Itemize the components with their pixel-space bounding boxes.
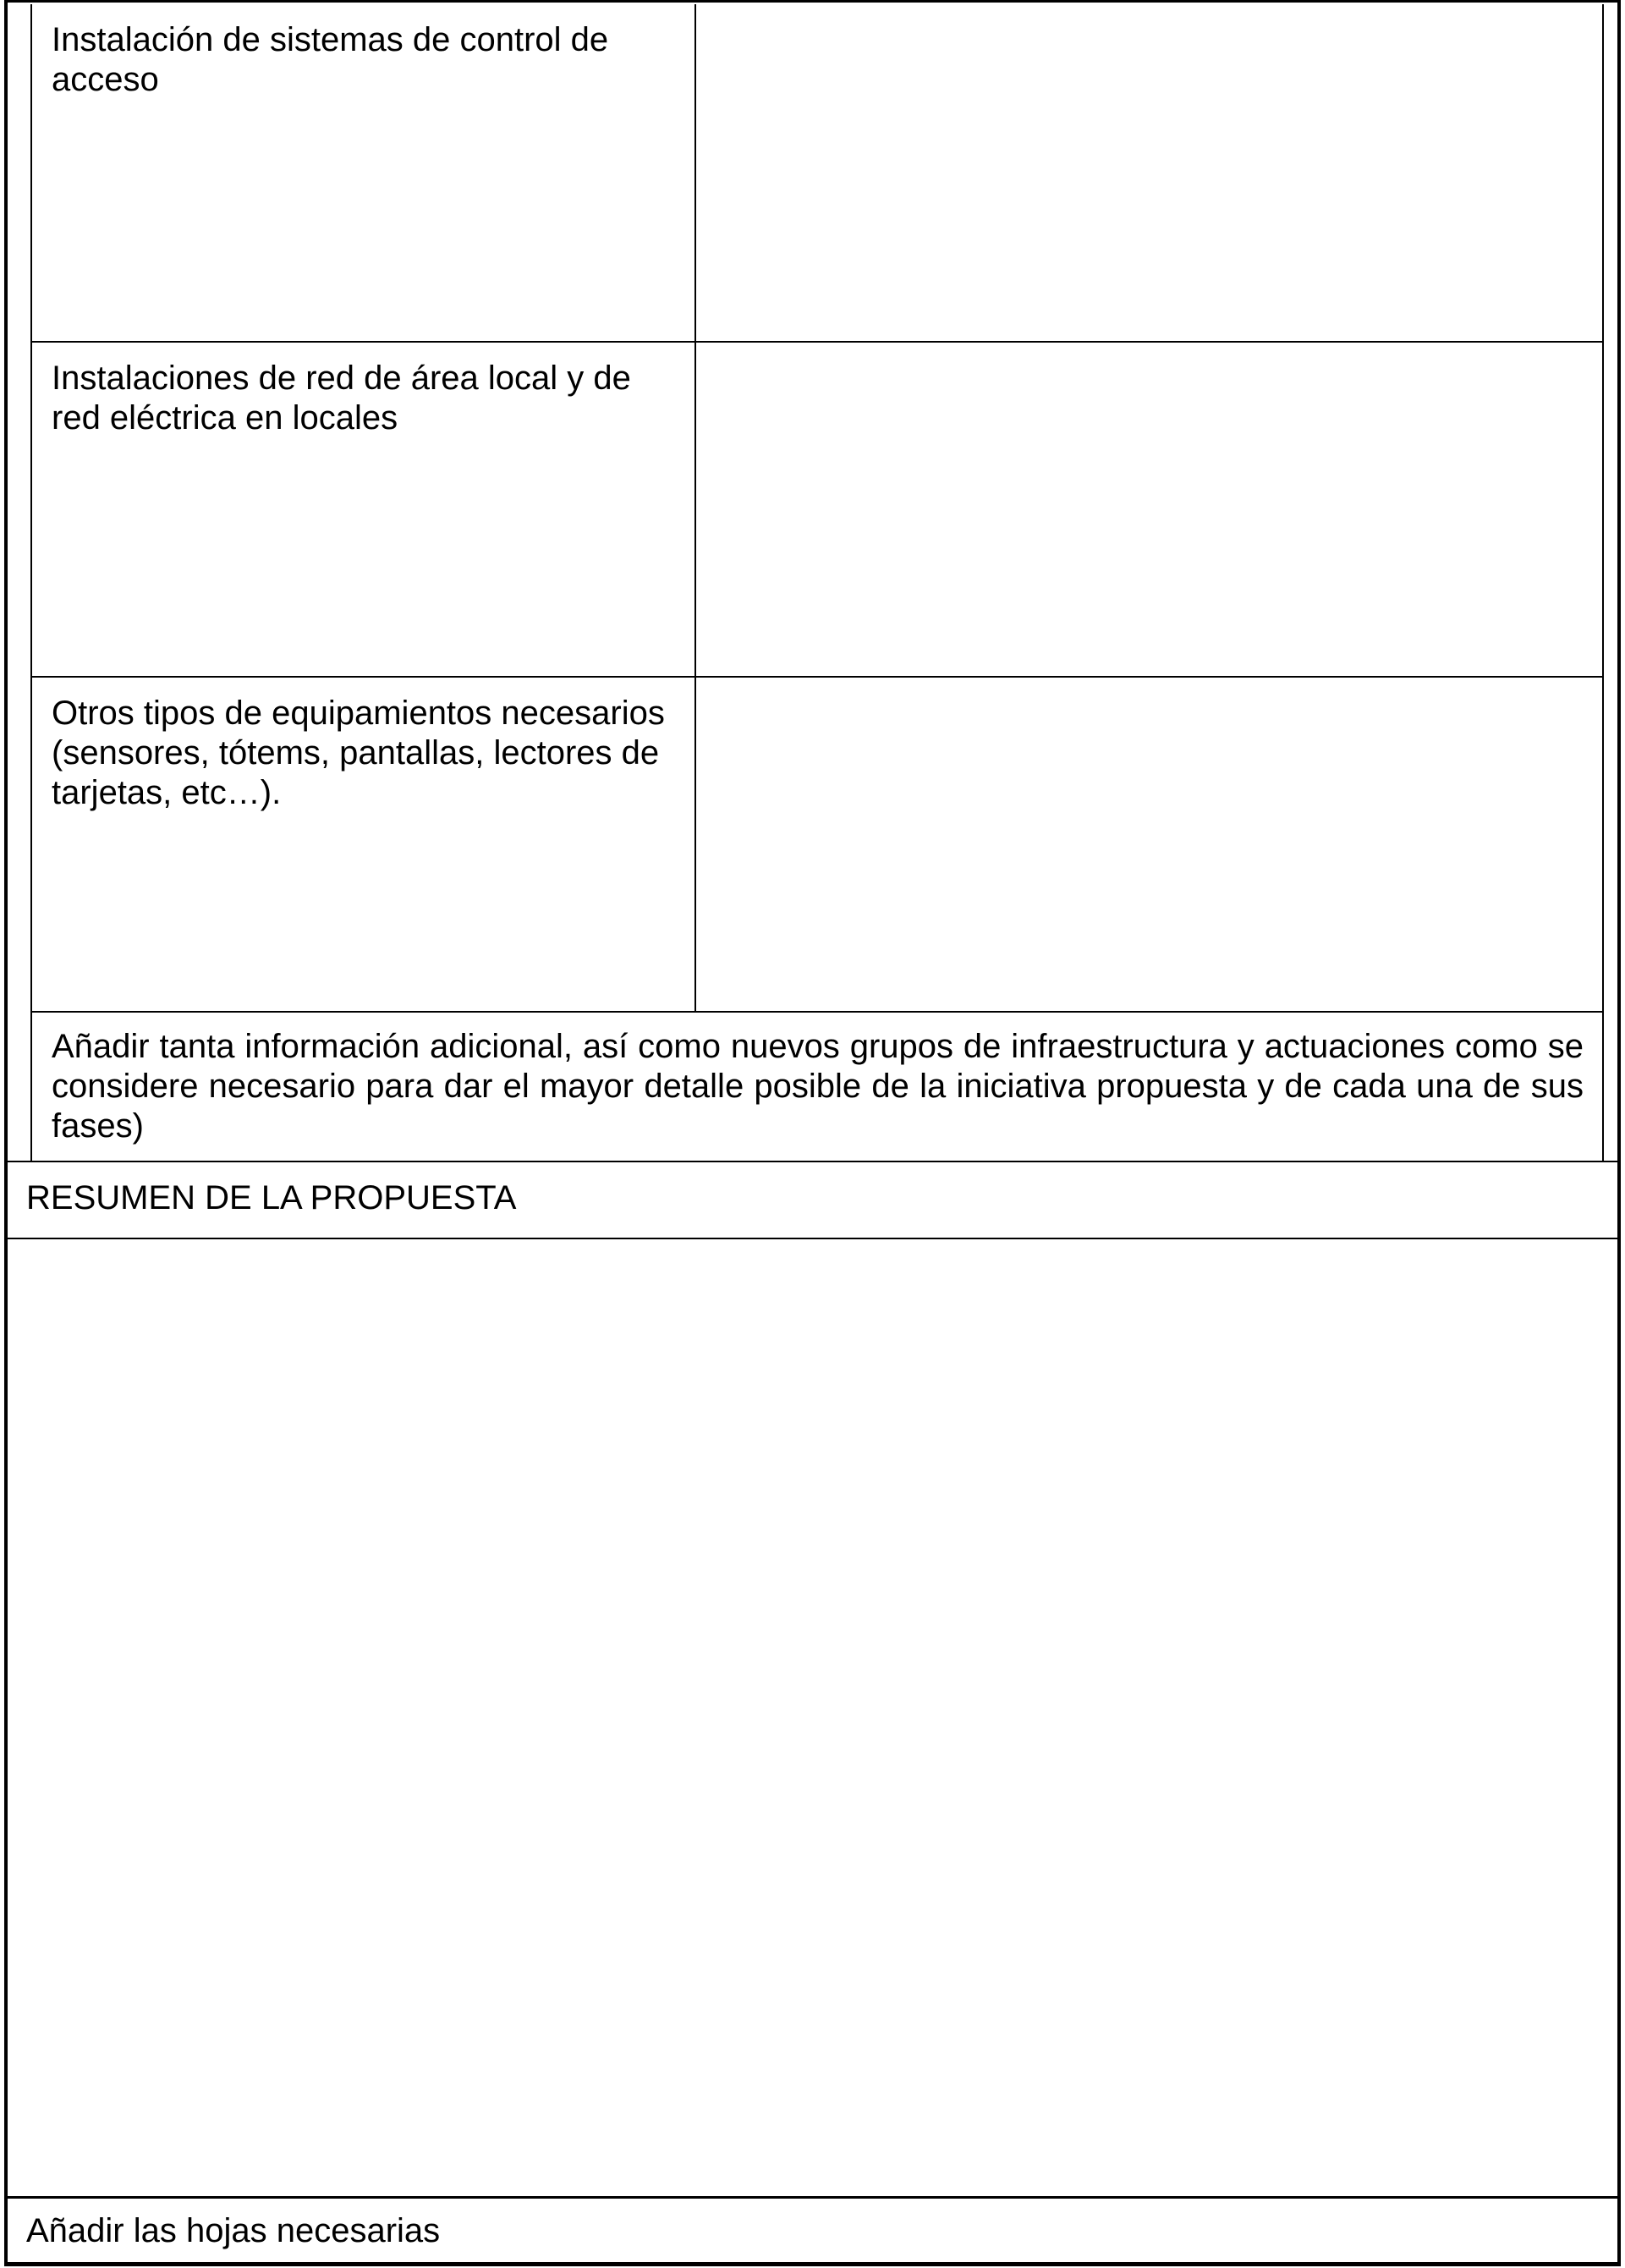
additional-info-note: Añadir tanta información adicional, así como nuevos grupos de infraestructura y actuaciones como se considere necesario para dar el mayor detalle posible de la iniciativa propuesta y de cada una de sus fases)	[52, 1028, 1584, 1145]
row-value-field[interactable]	[696, 4, 1602, 341]
summary-heading: RESUMEN DE LA PROPUESTA	[8, 1161, 1617, 1238]
row-label: Otros tipos de equipamientos necesarios (sensores, tótems, pantallas, lectores de tarjetas, etc…).	[32, 678, 696, 1011]
summary-body-field[interactable]	[8, 1238, 1617, 2196]
table-row	[32, 343, 1602, 678]
row-label: Instalaciones de red de área local y de red eléctrica en locales	[32, 343, 696, 676]
row-value-field[interactable]	[696, 343, 1602, 676]
table-note-row	[32, 1013, 1602, 1161]
row-value-field[interactable]	[696, 678, 1602, 1011]
form-frame	[4, 0, 1621, 2266]
table-row	[32, 4, 1602, 343]
footer-note: Añadir las hojas necesarias	[8, 2196, 1617, 2265]
infrastructure-table	[30, 4, 1604, 1161]
table-row	[32, 678, 1602, 1013]
row-label: Instalación de sistemas de control de acceso	[32, 4, 696, 341]
